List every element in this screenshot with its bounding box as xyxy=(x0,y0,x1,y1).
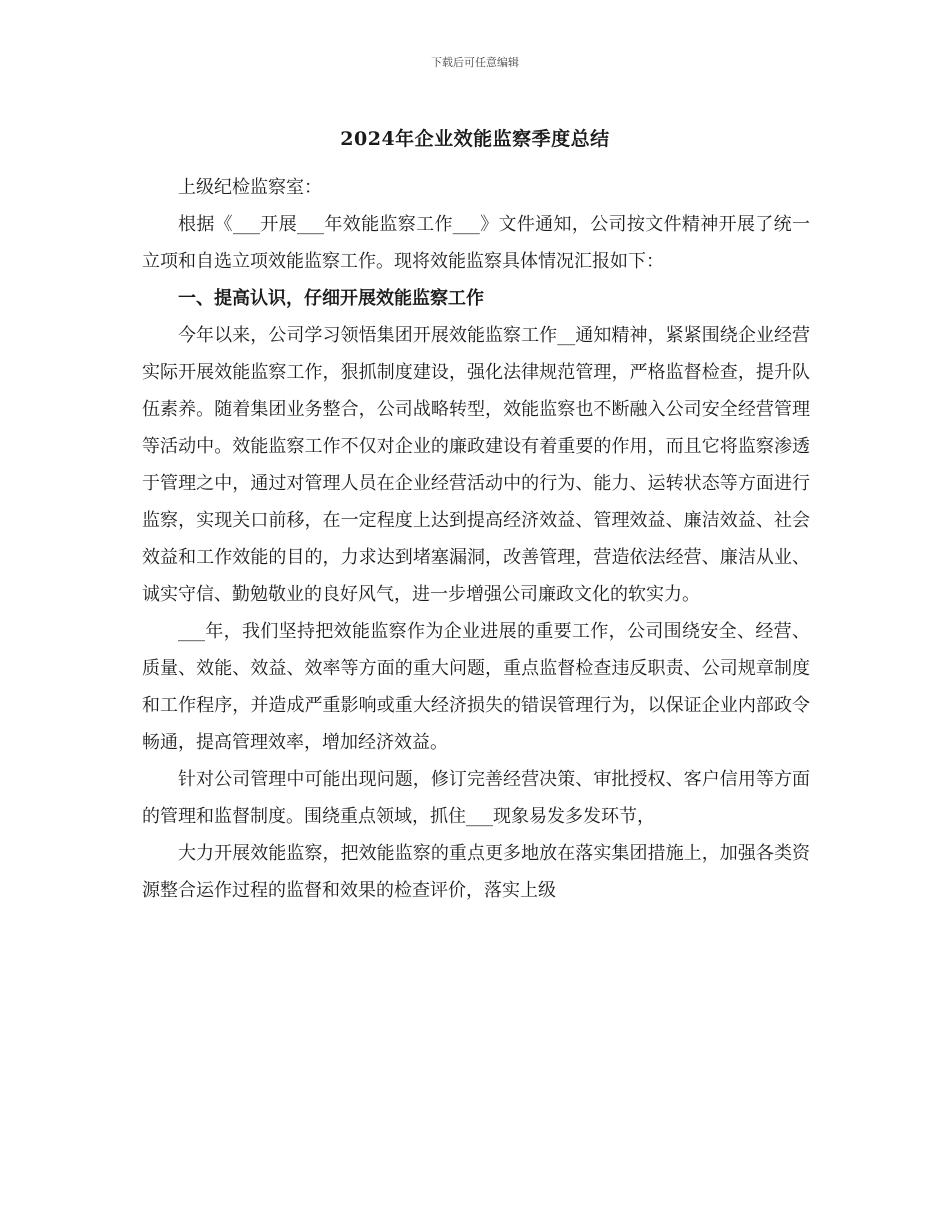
paragraph-system: 针对公司管理中可能出现问题，修订完善经营决策、审批授权、客户信用等方面的管理和监督制度。围绕重点领域，抓住___现象易发多发环节， xyxy=(142,769,810,827)
paragraph-focus: ___年，我们坚持把效能监察作为企业进展的重要工作，公司围绕安全、经营、质量、效能、效益、效率等方面的重大问题，重点监督检查违反职责、公司规章制度和工作程序，并造成严重影响或重大经济损失的错误管理行为，以保证企业内部政令畅通，提高管理效率，增加经济效益。 xyxy=(142,621,810,753)
document-body xyxy=(142,170,810,909)
header-note: 下载后可任意编辑 xyxy=(431,56,519,69)
paragraph-intro: 根据《___开展___年效能监察工作___》文件通知，公司按文件精神开展了统一立项和自选立项效能监察工作。现将效能监察具体情况汇报如下： xyxy=(142,214,810,272)
paragraph-monitoring: 大力开展效能监察，把效能监察的重点更多地放在落实集团措施上，加强各类资源整合运作过程的监督和效果的检查评价，落实上级 xyxy=(142,843,810,901)
section-heading: 一、提高认识，仔细开展效能监察工作 xyxy=(178,288,484,309)
paragraph-background: 今年以来，公司学习领悟集团开展效能监察工作__通知精神，紧紧围绕企业经营实际开展效能监察工作，狠抓制度建设，强化法律规范管理，严格监督检查，提升队伍素养。随着集团业务整合，公司战略转型，效能监察也不断融入公司安全经营管理等活动中。效能监察工作不仅对企业的廉政建设有着重要的作用，而且它将监察渗透于管理之中，通过对管理人员在企业经营活动中的行为、能力、运转状态等方面进行监察，实现关口前移，在一定程度上达到提高经济效益、管理效益、廉洁效益、社会效益和工作效能的目的，力求达到堵塞漏洞，改善管理，营造依法经营、廉洁从业、诚实守信、勤勉敬业的良好风气，进一步增强公司廉政文化的软实力。 xyxy=(142,325,810,605)
salutation: 上级纪检监察室： xyxy=(178,177,322,198)
document-title: 2024年企业效能监察季度总结 xyxy=(340,128,610,150)
